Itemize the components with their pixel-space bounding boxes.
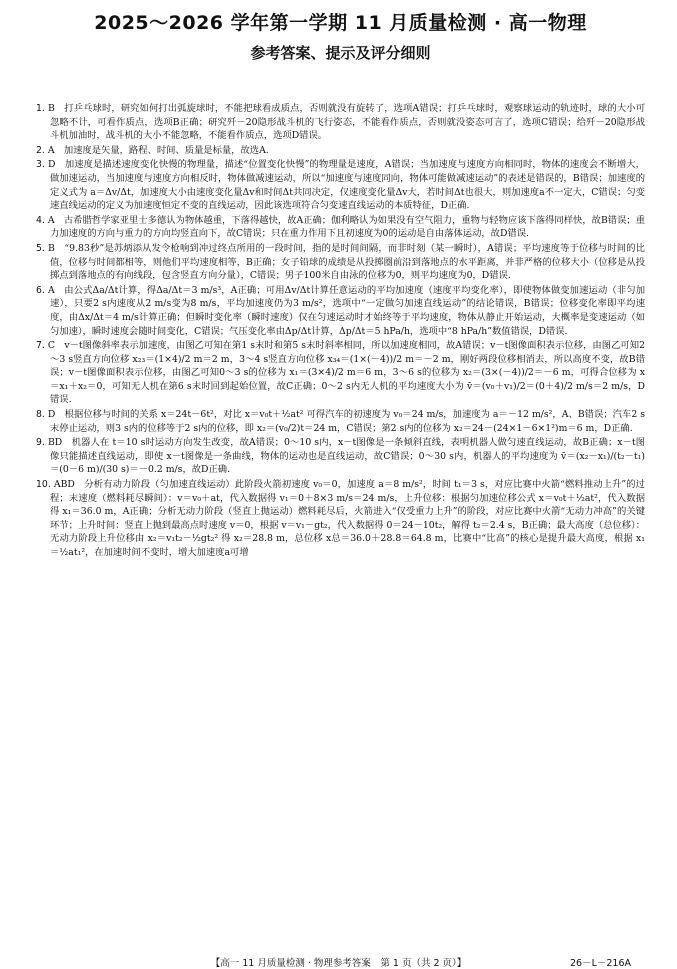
answer-number: 4. <box>36 214 45 226</box>
answer-number: 10. <box>36 479 51 491</box>
answer-text: A 加速度是矢量，路程、时间、质量是标量，故选A. <box>47 144 269 156</box>
answer-number: 2. <box>36 144 45 156</box>
answer-item <box>36 214 645 241</box>
answer-text: BD 机器人在 t＝10 s时运动方向发生改变，故A错误；0～10 s内，x－t图像是一条倾斜直线，表明机器人做匀速直线运动，故B正确；x－t图像只能描述直线运动，即使 x－t图像是一条曲线，物体的运动也是直线运动，故C错误；0～30 s内，机器人的平均速度为 v̄＝(x₂－x₁)/(t₂－t₁)＝(0－6 m)/(30 s)＝－0.2 m/s，故D正确. <box>47 437 645 476</box>
answer-number: 5. <box>36 242 45 254</box>
answer-number: 6. <box>36 284 45 296</box>
answer-number: 3. <box>36 159 45 171</box>
answer-number: 1. <box>36 103 45 114</box>
answer-list <box>36 102 645 560</box>
answer-text: B 打乒乓球时，研究如何打出弧旋球时，不能把球看成质点，否则就没有旋转了，选项A错误；打乒乓球时，观察球运动的轨迹时，球的大小可忽略不计，可看作质点，选项B正确；研究歼－20隐形战斗机的飞行姿态，不能看作质点，否则就没姿态可言了，选项C错误；给歼－20隐形战斗机加油时，战斗机的大小不能忽略，不能看作质点，选项D错误。 <box>47 103 645 142</box>
answer-number: 9. <box>36 437 45 449</box>
answer-item <box>36 408 645 435</box>
answer-item <box>36 102 645 143</box>
answer-item <box>36 339 645 407</box>
answer-text: D 根据位移与时间的关系 x＝24t－6t²，对比 x＝v₀t＋½at² 可得汽车的初速度为 v₀＝24 m/s，加速度为 a＝－12 m/s²，A、B错误；汽车2 s末停止运动，则3 s内的位移等于2 s内的位移，即 x₂＝(v₀/2)t＝24 m，C错误；第2 s内的位移为 x₂＝24－(24×1－6×1²)m＝6 m，D正确. <box>47 409 645 434</box>
answer-number: 7. <box>36 340 45 352</box>
answer-item <box>36 436 645 477</box>
answer-text: A 由公式Δa/Δt计算，得Δa/Δt＝3 m/s³，A正确；可用Δv/Δt计算任意运动的平均加速度（速度平均变化率），即使物体做变加速运动（非匀加速），只要2 s内速度从2 m/s变为8 m/s，平均加速度仍为3 m/s²，选项中“一定做匀加速直线运动”的结论错误，B错误；位移变化率即平均速度，由Δx/Δt＝4 m/s计算正确；但瞬时变化率（瞬时速度）仅在匀速运动时才始终等于平均速度，物体从静止开始运动，大概率是变速运动（如匀加速），瞬时速度会随时间变化，C错误；气压变化率由Δp/Δt计算，Δp/Δt＝5 hPa/h，选项中“8 hPa/h”数值错误，D错误. <box>47 284 645 337</box>
answer-item <box>36 284 645 338</box>
answer-item <box>36 242 645 283</box>
answer-text: B “9.83秒”是苏炳添从发令枪响到冲过终点所用的一段时间，指的是时间间隔，而非时刻（某一瞬时），A错误；平均速度等于位移与时间的比值，位移与时间都相等，则他们平均速度相等，B正确；女子铅球的成绩是从投掷圈前沿到落地点的水平距离，并非严格的位移大小（位移是从投掷点到落地点的有向线段，包含竖直方向分量），C错误；男子100米自由泳的位移为0，则平均速度为0，D错误. <box>47 242 645 282</box>
answer-text: ABD 分析有动力阶段（匀加速直线运动）此阶段火箭初速度 v₀＝0，加速度 a＝8 m/s²，时间 t₁＝3 s，对应比赛中火箭“燃料推动上升”的过程；末速度（燃料耗尽瞬间）：v＝v₀＋at，代入数据得 v₁＝0＋8×3 m/s＝24 m/s，上升位移：根据匀加速位移公式 x＝v₀t＋½at²，代入数据得 x₁＝36.0 m，A正确；分析无动力阶段（竖直上抛运动）燃料耗尽后，火箭进入“仅受重力上升”的阶段，对应比赛中火箭“无动力冲高”的关键环节；上升时间：竖直上抛到最高点时速度 v＝0，根据 v＝v₁－gt₂，代入数据得 0＝24－10t₂，解得 t₂＝2.4 s，B正确；最大高度（总位移）：无动力阶段上升位移由 x₂＝v₁t₂－½gt₂² 得 x₂＝28.8 m，总位移 x总＝36.0＋28.8＝64.8 m，比赛中“比高”的核心是提升最大高度，根据 x₁＝½at₁²，在加速时间不变时，增大加速度a可增 <box>50 479 645 558</box>
page-subtitle: 参考答案、提示及评分细则 <box>250 44 431 62</box>
answer-item <box>36 158 645 212</box>
answer-item <box>36 478 645 560</box>
answer-text: C v－t图像斜率表示加速度，由图乙可知在第1 s末时和第5 s末时斜率相同，所以加速度相同，故A错误；v－t图像面积表示位移，由图乙可知2～3 s竖直方向位移 x₂₃＝(1×4)/2 m＝2 m，3～4 s竖直方向位移 x₃₄＝(1×(－4))/2 m＝－2 m，刚好两段位移相消去，所以高度不变，故B错误；v－t图像面积表示位移，由图乙可知0～3 s的位移为 x₁＝(3×4)/2 m＝6 m，3～6 s的位移为 x₂＝(3×(－4))/2＝－6 m，可得合位移为 x＝x₁＋x₂＝0，可知无人机在第6 s末时回到起始位置，故C正确；0～2 s内无人机的平均速度大小为 v̄＝(v₀＋v₁)/2＝(0＋4)/2 m/s＝2 m/s，D错误. <box>47 340 645 406</box>
answer-item <box>36 144 645 158</box>
answer-text: D 加速度是描述速度变化快慢的物理量，描述“位置变化快慢”的物理量是速度，A错误；当加速度与速度方向相同时，物体的速度会不断增大，做加速运动，当加速度与速度方向相反时，物体做减速运动，所以“加速度与速度同向，物体可能做减速运动”的表述是错误的，B错误；加速度的定义式为 a＝Δv/Δt，加速度大小由速度变化量Δv和时间Δt共同决定，仅速度变化量Δv大，若时间Δt也很大，则加速度a不一定大，C错误；匀变速直线运动的定义为加速度恒定不变的直线运动，因此该选项符合匀变速直线运动的本质特征，D正确. <box>47 159 645 212</box>
page-title: 2025～2026 学年第一学期 11 月质量检测 · 高一物理 <box>94 12 587 34</box>
footer-page-info: 【高一 11 月质量检测 · 物理参考答案 第 1 页（共 2 页）】 <box>210 958 467 969</box>
answer-number: 8. <box>36 409 45 421</box>
answer-text: A 古希腊哲学家亚里士多德认为物体越重，下落得越快，故A正确；伽利略认为如果没有空气阻力，重物与轻物应该下落得同样快，故B错误；重力加速度的方向与重力的方向均竖直向下，故C错误；只在重力作用下且初速度为0的运动是自由落体运动，故D错误. <box>47 214 645 240</box>
footer-doc-code: 26－L－216A <box>569 958 631 969</box>
